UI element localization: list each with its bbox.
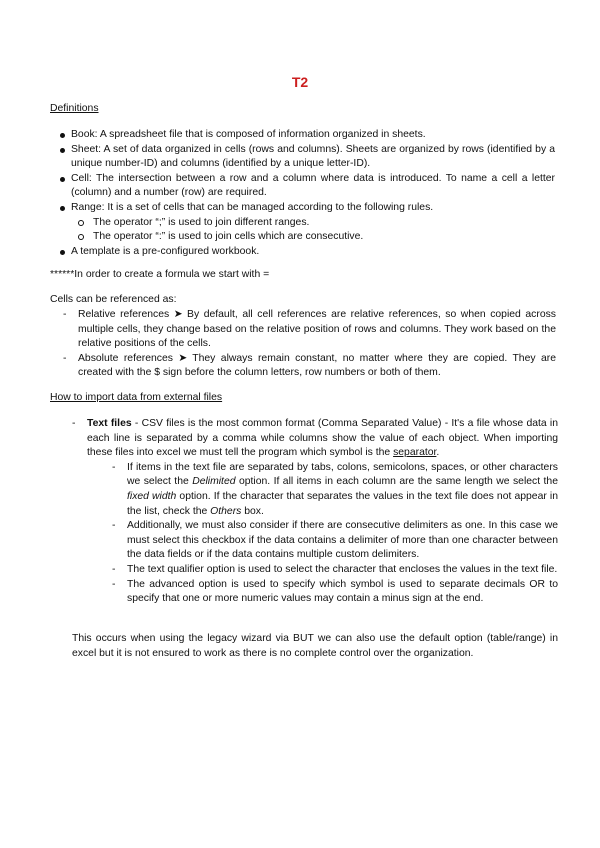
cells-intro: Cells can be referenced as:	[50, 294, 177, 305]
definition-cell: Cell: The intersection between a row and a column where data is introduced. To name a cell a letter (column) and a number (row) are required.	[57, 172, 555, 201]
range-rules-list	[71, 216, 555, 245]
definitions-list	[57, 128, 555, 259]
fixed-width-option: fixed width	[127, 490, 177, 502]
absolute-references-item: - Absolute references ➤ They always remain constant, no matter where they are copied. They are created with the $ sign before the column letters, row numbers or both of them.	[63, 352, 556, 381]
references-list	[63, 308, 556, 381]
formula-note: ******In order to create a formula we start with =	[50, 269, 270, 280]
delimited-option: Delimited	[192, 476, 236, 488]
text-files-period: .	[436, 447, 440, 459]
text-files-section	[72, 417, 558, 607]
separator-word: separator	[393, 447, 437, 459]
others-box: Others	[210, 505, 242, 517]
definitions-heading: Definitions	[50, 103, 99, 114]
range-rule-colon: The operator “:” is used to join cells which are consecutive.	[71, 230, 555, 245]
rule-text: option. If all items in each column are the same length we select the	[235, 476, 558, 488]
definition-template: A template is a pre-configured workbook.	[57, 245, 555, 260]
range-rule-semicolon: The operator “;” is used to join different ranges.	[71, 216, 555, 231]
definition-book: Book: A spreadsheet file that is composed of information organized in sheets.	[57, 128, 555, 143]
rule-text: If items in the text file are separated by tabs, colons, semicolons, spaces, or other characters we select the	[127, 461, 558, 488]
import-rule-advanced: - The advanced option is used to specify which symbol is used to separate decimals OR to specify that one or more numeric values may contain a minus sign at the end.	[112, 578, 558, 607]
document-title: T2	[291, 74, 309, 90]
import-rule-text-qualifier: - The text qualifier option is used to select the character that encloses the values in the text file.	[112, 563, 558, 578]
text-files-label: Text files	[87, 418, 132, 429]
definition-range-text: Range: It is a set of cells that can be managed according to the following rules.	[71, 201, 434, 213]
closing-paragraph: This occurs when using the legacy wizard via BUT we can also use the default option (table/range) in excel but it is not ensured to work as there is no complete control over the organization.	[72, 633, 558, 659]
import-heading: How to import data from external files	[50, 392, 223, 403]
import-rule-delimited	[112, 461, 558, 519]
import-rules-list	[112, 461, 558, 607]
definition-sheet: Sheet: A set of data organized in cells (rows and columns). Sheets are organized by rows (identified by a unique number-ID) and columns (identified by a unique letter-ID).	[57, 143, 555, 172]
relative-references-item: - Relative references ➤ By default, all cell references are relative references, so when copied across multiple cells, they change based on the relative position of rows and columns. They work based on the relative positions of the cells.	[63, 308, 556, 352]
text-files-description: - CSV files is the most common format (Comma Separated Value) - It's a file whose data in each line is separated by a comma while columns show the value of each object. When importing these files into excel we must tell the program which symbol is the	[87, 418, 558, 459]
import-rule-consecutive-delimiters: - Additionally, we must also consider if there are consecutive delimiters as one. In this case we must select this checkbox if the data contains a delimiter of more than one character between the data fields or if the data contains multiple custom delimiters.	[112, 519, 558, 563]
text-files-item	[72, 417, 558, 461]
definition-range	[57, 201, 555, 245]
rule-text: box.	[241, 505, 264, 517]
rule-text: option. If the character that separates the values in the text file does not appear in the list, check the	[127, 490, 559, 517]
